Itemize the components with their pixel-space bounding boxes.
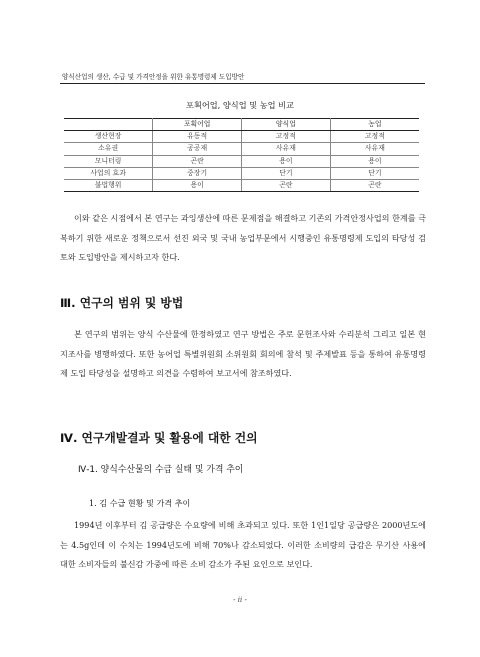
table-row — [64, 179, 419, 191]
table-cell: 곤란 — [242, 179, 331, 191]
subsubsection-title-laver: 1. 김 수급 현황 및 가격 추이 — [89, 498, 191, 508]
paragraph-laver: 1994년 이후부터 김 공급량은 수요량에 비해 초과되고 있다. 또한 1인1일당 공급량은 2000년도에는 4.5g인데 이 수치는 1994년도에 비해 70%나 감소되었다. 이러한 소비량의 급감은 무기산 사용에 대한 소비자들의 불신감 가중에 따른 소비 감소가 주된 요인으로 보인다. — [60, 520, 426, 570]
page-number: - ii - — [233, 596, 247, 604]
header-rule — [60, 83, 425, 84]
table-row — [64, 167, 419, 179]
table-cell: 곤란 — [153, 155, 242, 167]
table-cell: 사업의 효과 — [64, 167, 153, 179]
table-cell: 용이 — [242, 155, 331, 167]
running-header: 양식산업의 생산, 수급 및 가격안정을 위한 유통명령제 도입방안 — [62, 73, 245, 81]
table-cell: 유동적 — [153, 131, 242, 143]
table-row — [64, 131, 419, 143]
table-cell: 중장기 — [153, 167, 242, 179]
table-row — [64, 143, 419, 155]
table-cell: 모니터링 — [64, 155, 153, 167]
table-cell: 용이 — [153, 179, 242, 191]
table-title: 포획어업, 양식업 및 농업 비교 — [186, 100, 294, 110]
table-header-cell — [64, 119, 153, 131]
table-cell: 곤란 — [330, 179, 419, 191]
table-cell: 생산현장 — [64, 131, 153, 143]
subsection-title-supply: Ⅳ-1. 양식수산물의 수급 실태 및 가격 추이 — [78, 465, 244, 475]
paragraph-purpose: 이와 같은 시점에서 본 연구는 과잉생산에 따른 문제점을 해결하고 기존의 가격안정사업의 한계를 극복하기 위한 새로운 정책으로서 선진 외국 및 국내 농업부문에서 시행중인 유통명령제 도입의 타당성 검토와 도입방안을 제시하고자 한다. — [60, 213, 426, 263]
table-cell: 단기 — [330, 167, 419, 179]
table-row — [64, 155, 419, 167]
table-header-cell: 농업 — [330, 119, 419, 131]
table-cell: 사유재 — [330, 143, 419, 155]
table-cell: 공공재 — [153, 143, 242, 155]
comparison-table — [64, 118, 419, 192]
table-cell: 불법행위 — [64, 179, 153, 191]
table-cell: 단기 — [242, 167, 331, 179]
table-header-cell: 양식업 — [242, 119, 331, 131]
table-cell: 사유재 — [242, 143, 331, 155]
section-title-results: Ⅳ. 연구개발결과 및 활용에 대한 건의 — [60, 431, 258, 445]
table-cell: 소유권 — [64, 143, 153, 155]
table-cell: 고정적 — [242, 131, 331, 143]
table-header-row — [64, 119, 419, 131]
paragraph-scope: 본 연구의 범위는 양식 수산물에 한정하였고 연구 방법은 주로 문헌조사와 수리분석 그리고 일본 현지조사를 병행하였다. 또한 농어업 특별위원회 소위원회 회의에 참석 및 주제발표 등을 통하여 유통명령제 도입 타당성을 설명하고 의견을 수렴하여 보고서에 참조하였다. — [60, 329, 426, 379]
section-title-scope: Ⅲ. 연구의 범위 및 방법 — [60, 296, 184, 310]
table-header-cell: 포획어업 — [153, 119, 242, 131]
table-cell: 고정적 — [330, 131, 419, 143]
table-cell: 용이 — [330, 155, 419, 167]
